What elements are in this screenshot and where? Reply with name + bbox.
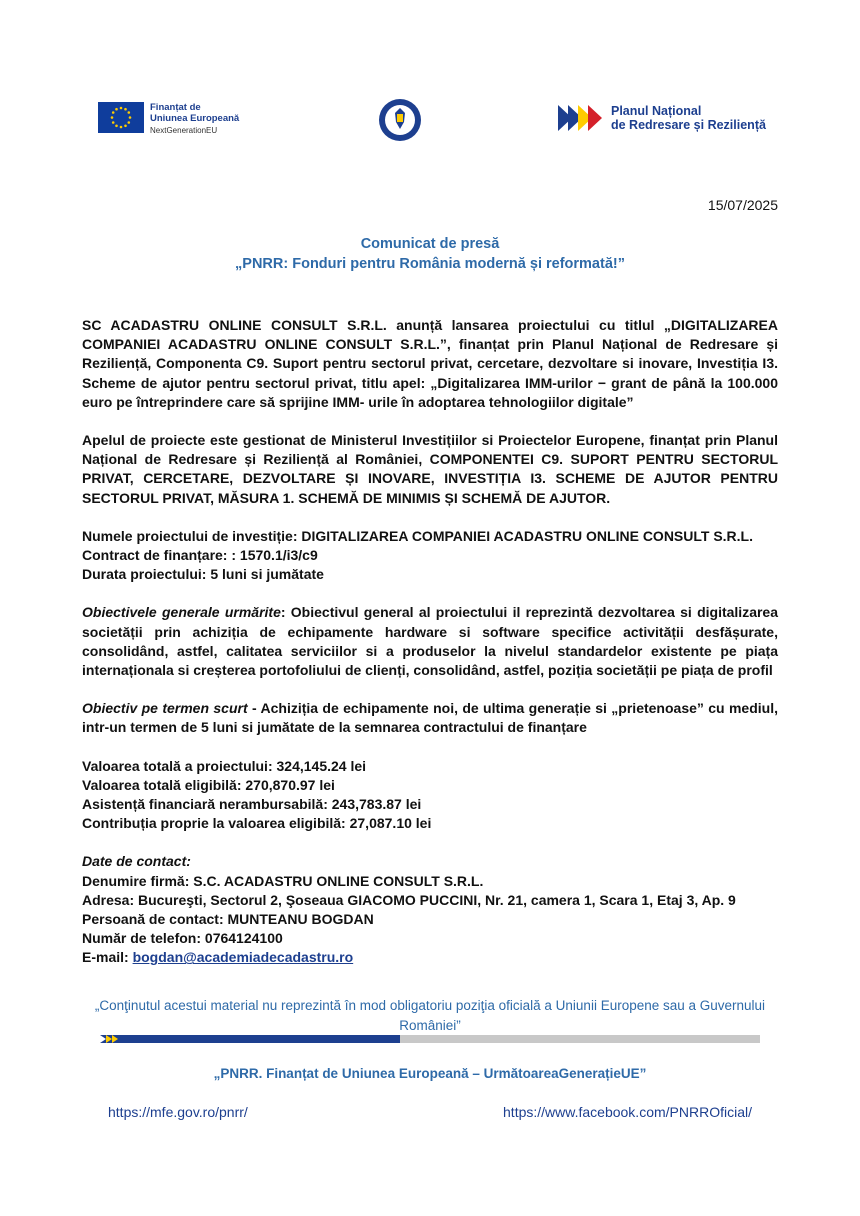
grant-value: Asistență financiară nerambursabilă: 243,783.87 lei xyxy=(82,796,422,813)
eu-flag-icon xyxy=(98,102,144,133)
project-duration: Durata proiectului: 5 luni si jumătate xyxy=(82,566,324,583)
eu-funding-logo xyxy=(98,102,239,136)
email-label: E-mail: xyxy=(82,949,133,966)
contact-company: Denumire firmă: S.C. ACADASTRU ONLINE CONSULT S.R.L. xyxy=(82,872,484,889)
eu-logo-line1: Finanțat de xyxy=(150,102,201,113)
contact-address: Adresa: Bucureşti, Sectorul 2, Şoseaua GIACOMO PUCCINI, Nr. 21, camera 1, Scara 1, Etaj 3, Ap. 9 xyxy=(82,891,736,908)
own-contribution: Contribuția proprie la valoarea eligibilă: 27,087.10 lei xyxy=(82,815,432,832)
eu-logo-line2: Uniunea Europeană xyxy=(150,113,240,124)
footer-divider xyxy=(100,1035,760,1043)
contact-heading: Date de contact: xyxy=(82,853,191,870)
email-link[interactable]: bogdan@academiadecadastru.ro xyxy=(132,949,354,966)
contact-email xyxy=(82,948,778,967)
title-line1: Comunicat de presă xyxy=(360,236,500,252)
disclaimer: „Conţinutul acestui material nu reprezintă în mod obligatoriu poziţia oficială a Uniunii Europene sau a Guvernului României” xyxy=(94,998,766,1033)
intro-paragraph: SC ACADASTRU ONLINE CONSULT S.R.L. anunță lansarea proiectului cu titlul „DIGITALIZAREA COMPANIEI ACADASTRU ONLINE CONSULT S.R.L.”, finanțat prin Planul Național de Redresare și Reziliență, Componenta C9. Suport pentru sectorul privat, cercetare, dezvoltare si inovare, Investiția I3. Scheme de ajutor pentru sectorul privat, titlu apel: „Digitalizarea IMM-urilor − grant de până la 100.000 euro pe întreprindere care să sprijine IMM- urile în adoptarea tehnologiilor digitale” xyxy=(82,317,778,410)
mfe-link[interactable]: https://mfe.gov.ro/pnrr/ xyxy=(108,1104,248,1120)
pnrr-logo-line2: de Redresare și Reziliență xyxy=(611,118,766,132)
call-paragraph: Apelul de proiecte este gestionat de Ministerul Investițiilor si Proiectelor Europene, finanțat prin Planul Național de Redresare și Reziliență al României, COMPONENTEI C9. SUPORT PENTRU SECTORUL PRIVAT, CERCETARE, DEZVOLTARE ȘI INOVARE, INVESTIȚIA I3. SCHEME DE AJUTOR PENTRU SECTORUL PRIVAT, MĂSURA 1. SCHEMĂ DE MINIMIS ȘI SCHEMĂ DE AJUTOR. xyxy=(82,432,778,506)
general-objectives-text: : Obiectivul general al proiectului il reprezintă dezvoltarea si digitalizarea societății prin achiziția de echipamente hardware si software specifice activității desfășurate, consolidând, astfel, calitatea serviciilor si a produselor la nivelul standardelor existente pe piața internaționala si creșterea portofoliului de clienți, consolidând, astfel, poziția societății pe piața de profil xyxy=(82,604,779,679)
pnrr-logo-line1: Planul Național xyxy=(611,104,702,118)
title-line2: „PNRR: Fonduri pentru România modernă și reformată!” xyxy=(235,256,625,272)
pnrr-arrow-icon xyxy=(558,105,606,131)
pnrr-logo xyxy=(558,104,766,132)
general-objectives xyxy=(82,603,778,680)
facebook-link[interactable]: https://www.facebook.com/PNRROficial/ xyxy=(503,1104,752,1120)
document-date: 15/07/2025 xyxy=(707,197,778,213)
header xyxy=(0,96,860,144)
divider-arrow-icon xyxy=(100,1035,124,1043)
contract-number: Contract de finanțare: : 1570.1/i3/c9 xyxy=(82,547,318,564)
footer-slogan: „PNRR. Finanțat de Uniunea Europeană – UrmătoareaGenerațieUE” xyxy=(213,1066,647,1081)
general-objectives-label: Obiectivele generale urmărite xyxy=(82,604,281,621)
contact-phone: Număr de telefon: 0764124100 xyxy=(82,930,283,947)
eligible-value: Valoarea totală eligibilă: 270,870.97 lei xyxy=(82,776,335,793)
eu-logo-line3: NextGenerationEU xyxy=(150,126,218,135)
document-body xyxy=(82,316,778,968)
press-release-title xyxy=(0,234,860,274)
total-value: Valoarea totală a proiectului: 324,145.24 lei xyxy=(82,757,367,774)
government-seal-icon xyxy=(378,98,422,142)
short-term-objective-label: Obiectiv pe termen scurt xyxy=(82,700,248,717)
contact-person: Persoană de contact: MUNTEANU BOGDAN xyxy=(82,911,374,928)
short-term-objective xyxy=(82,699,778,737)
short-term-objective-text: - Achiziția de echipamente noi, de ultima generație si „prietenoase” cu mediul, intr-un termen de 5 luni si jumătate de la semnarea contractului de finanțare xyxy=(82,700,778,736)
project-name: Numele proiectului de investiție: DIGITALIZAREA COMPANIEI ACADASTRU ONLINE CONSULT S.R.L. xyxy=(82,527,753,544)
